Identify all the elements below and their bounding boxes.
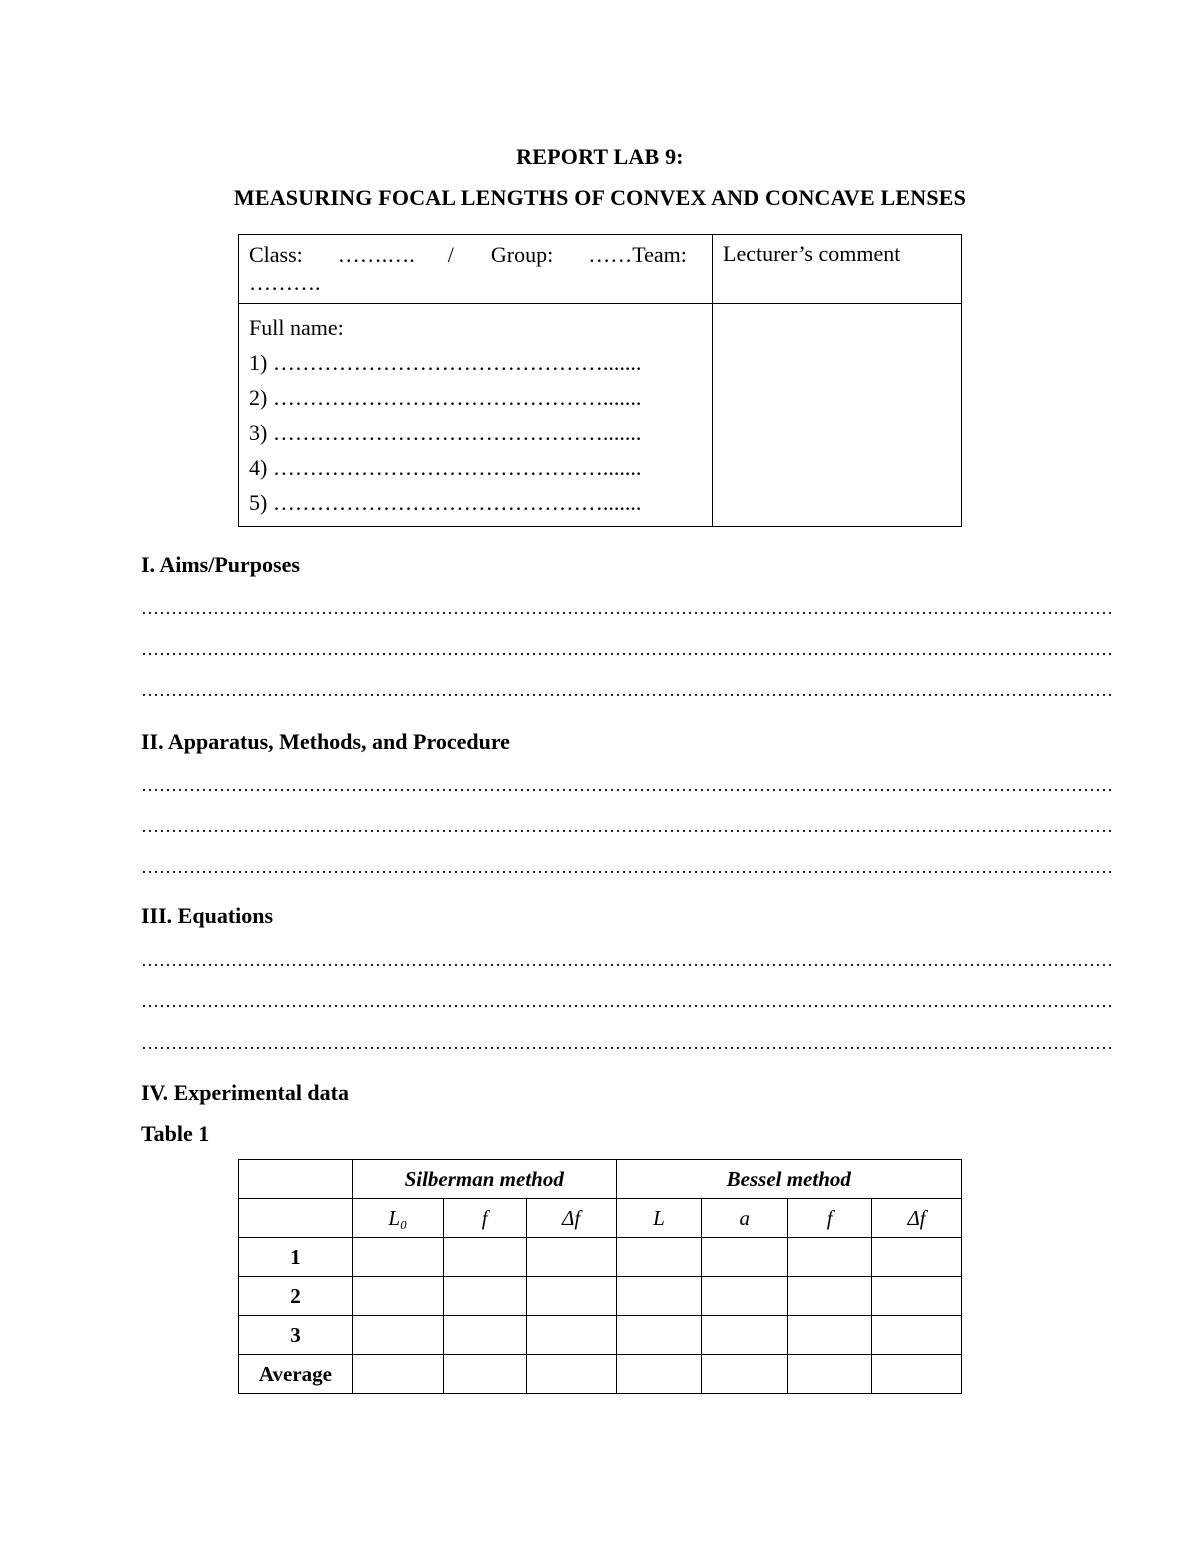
- symbol-a: a: [702, 1199, 788, 1238]
- bessel-method-header: Bessel method: [616, 1160, 961, 1199]
- data-cell[interactable]: [443, 1238, 526, 1277]
- class-blank[interactable]: …….….: [337, 242, 415, 267]
- aims-line-1[interactable]: ………………………………………………………………………………………………………………………………………………: [141, 598, 1113, 618]
- section-equations-heading: III. Equations: [141, 903, 274, 928]
- table-row: [239, 1316, 962, 1355]
- row-label-average: Average: [239, 1355, 353, 1394]
- data-cell[interactable]: [616, 1238, 702, 1277]
- member-line-5[interactable]: 5) ……………………………………….......: [249, 490, 642, 515]
- class-label: Class:: [249, 242, 303, 267]
- table-row: [239, 1238, 962, 1277]
- data-cell[interactable]: [443, 1277, 526, 1316]
- data-cell[interactable]: [616, 1277, 702, 1316]
- table-row: [239, 1355, 962, 1394]
- report-subtitle: MEASURING FOCAL LENGTHS OF CONVEX AND CONCAVE LENSES: [233, 185, 967, 210]
- data-cell[interactable]: [872, 1277, 962, 1316]
- section-aims-heading: I. Aims/Purposes: [141, 552, 300, 577]
- slash-separator: /: [447, 242, 454, 267]
- data-cell[interactable]: [616, 1355, 702, 1394]
- data-cell[interactable]: [872, 1238, 962, 1277]
- symbol-f-silberman: f: [443, 1199, 526, 1238]
- group-team-blank[interactable]: ……Team:: [588, 242, 687, 267]
- apparatus-line-2[interactable]: ………………………………………………………………………………………………………………………………………………: [141, 816, 1113, 836]
- data-cell[interactable]: [352, 1277, 443, 1316]
- apparatus-line-3[interactable]: ………………………………………………………………………………………………………………………………………………: [141, 857, 1113, 877]
- data-cell[interactable]: [526, 1238, 616, 1277]
- corner-cell: [239, 1160, 353, 1199]
- full-name-label: Full name:: [249, 315, 344, 340]
- member-line-4[interactable]: 4) ……………………………………….......: [249, 455, 642, 480]
- section-experimental-heading: IV. Experimental data: [141, 1080, 349, 1105]
- data-cell[interactable]: [352, 1316, 443, 1355]
- data-cell[interactable]: [788, 1316, 872, 1355]
- group-label: Group:: [490, 242, 554, 267]
- apparatus-line-1[interactable]: ………………………………………………………………………………………………………………………………………………: [141, 775, 1113, 795]
- aims-line-3[interactable]: ………………………………………………………………………………………………………………………………………………: [141, 680, 1113, 700]
- section-apparatus-heading: II. Apparatus, Methods, and Procedure: [141, 729, 510, 754]
- report-title: REPORT LAB 9:: [516, 144, 684, 169]
- equations-line-2[interactable]: ………………………………………………………………………………………………………………………………………………: [141, 991, 1113, 1011]
- full-name-cell: [239, 304, 713, 527]
- equations-line-1[interactable]: ………………………………………………………………………………………………………………………………………………: [141, 950, 1113, 970]
- silberman-method-header: Silberman method: [352, 1160, 616, 1199]
- symbol-L0: L₀: [352, 1199, 443, 1238]
- data-cell[interactable]: [526, 1277, 616, 1316]
- data-cell[interactable]: [788, 1277, 872, 1316]
- symbol-row-label: [239, 1199, 353, 1238]
- experimental-data-table: [238, 1159, 962, 1394]
- data-cell[interactable]: [443, 1355, 526, 1394]
- lecturer-comment-area[interactable]: [713, 304, 962, 527]
- symbol-L: L: [616, 1199, 702, 1238]
- lecturer-comment-header: Lecturer’s comment: [713, 235, 962, 304]
- member-line-2[interactable]: 2) ……………………………………….......: [249, 385, 642, 410]
- data-cell[interactable]: [702, 1238, 788, 1277]
- data-cell[interactable]: [702, 1277, 788, 1316]
- member-line-3[interactable]: 3) ……………………………………….......: [249, 420, 642, 445]
- team-blank[interactable]: ……….: [249, 270, 321, 295]
- table-row: [239, 1277, 962, 1316]
- row-label: 1: [239, 1238, 353, 1277]
- class-group-cell: [239, 235, 713, 304]
- data-cell[interactable]: [872, 1316, 962, 1355]
- data-cell[interactable]: [526, 1355, 616, 1394]
- data-cell[interactable]: [872, 1355, 962, 1394]
- table1-caption: Table 1: [141, 1121, 210, 1146]
- equations-line-3[interactable]: ………………………………………………………………………………………………………………………………………………: [141, 1033, 1113, 1053]
- data-cell[interactable]: [788, 1355, 872, 1394]
- symbol-delta-f-bessel: Δf: [872, 1199, 962, 1238]
- aims-line-2[interactable]: ………………………………………………………………………………………………………………………………………………: [141, 639, 1113, 659]
- row-label: 3: [239, 1316, 353, 1355]
- data-cell[interactable]: [702, 1316, 788, 1355]
- data-cell[interactable]: [443, 1316, 526, 1355]
- symbol-f-bessel: f: [788, 1199, 872, 1238]
- data-cell[interactable]: [616, 1316, 702, 1355]
- data-cell[interactable]: [352, 1355, 443, 1394]
- data-cell[interactable]: [702, 1355, 788, 1394]
- data-cell[interactable]: [352, 1238, 443, 1277]
- student-info-table: [238, 234, 962, 527]
- member-line-1[interactable]: 1) ……………………………………….......: [249, 350, 642, 375]
- row-label: 2: [239, 1277, 353, 1316]
- data-cell[interactable]: [526, 1316, 616, 1355]
- data-cell[interactable]: [788, 1238, 872, 1277]
- symbol-delta-f-silberman: Δf: [526, 1199, 616, 1238]
